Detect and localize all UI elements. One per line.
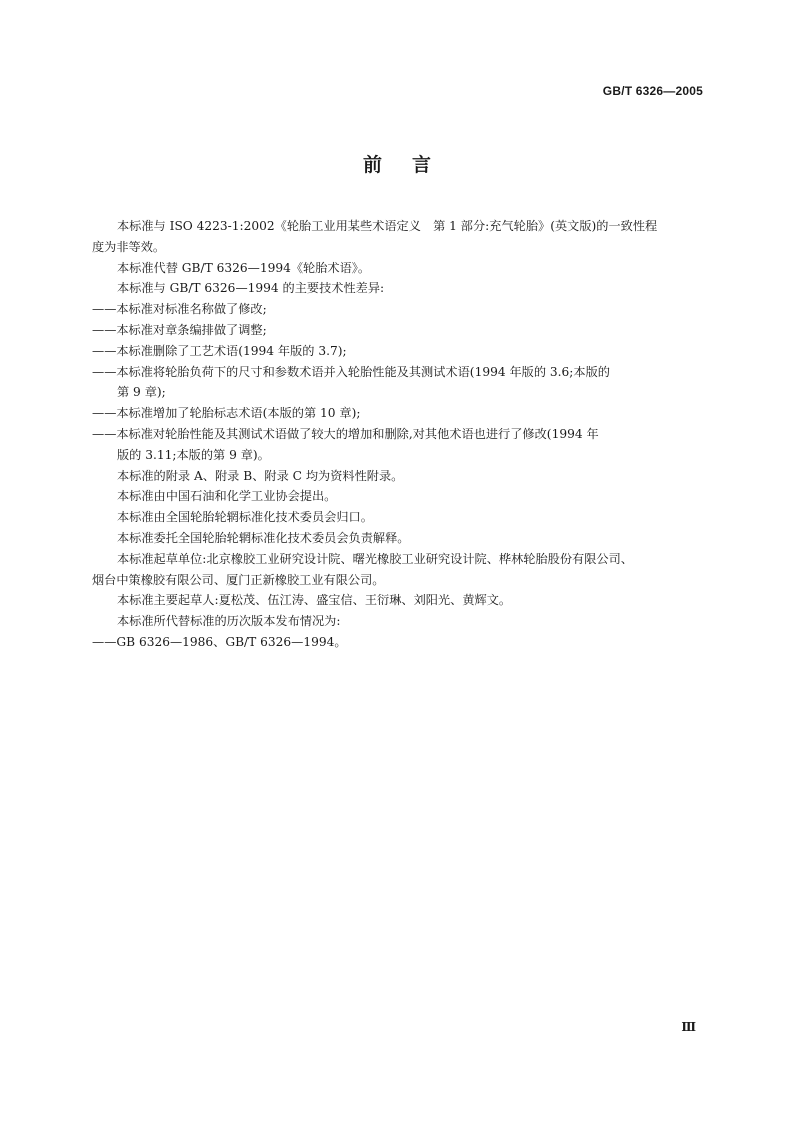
paragraph-line: 本标准起草单位:北京橡胶工业研究设计院、曙光橡胶工业研究设计院、桦林轮胎股份有限公司、 bbox=[117, 551, 633, 566]
paragraph-replaces: 本标准代替 GB/T 6326—1994《轮胎术语》。 bbox=[117, 260, 371, 275]
paragraph-drafters: 本标准主要起草人:夏松茂、伍江涛、盛宝信、王衍琳、刘阳光、黄辉文。 bbox=[117, 593, 512, 608]
difference-item: ——本标准删除了工艺术语(1994 年版的 3.7); bbox=[92, 343, 347, 358]
difference-line: 第 9 章); bbox=[117, 385, 166, 400]
paragraph-proposed-by: 本标准由中国石油和化学工业协会提出。 bbox=[117, 489, 337, 504]
standard-code: GB/T 6326—2005 bbox=[602, 84, 703, 98]
difference-line: 版的 3.11;本版的第 9 章)。 bbox=[117, 447, 270, 462]
page-number: Ⅲ bbox=[681, 1020, 696, 1034]
difference-item: ——本标准增加了轮胎标志术语(本版的第 10 章); bbox=[92, 406, 361, 421]
difference-item bbox=[92, 362, 702, 404]
paragraph-annexes: 本标准的附录 A、附录 B、附录 C 均为资料性附录。 bbox=[117, 468, 404, 483]
paragraph-differences-intro: 本标准与 GB/T 6326—1994 的主要技术性差异: bbox=[117, 281, 385, 296]
history-item: ——GB 6326—1986、GB/T 6326—1994。 bbox=[92, 634, 347, 649]
difference-item bbox=[92, 424, 702, 466]
foreword-body bbox=[92, 216, 702, 653]
difference-item: ——本标准对章条编排做了调整; bbox=[92, 322, 267, 337]
difference-line: ——本标准将轮胎负荷下的尺寸和参数术语并入轮胎性能及其测试术语(1994 年版的 3.6;本版的 bbox=[92, 364, 610, 379]
page-title: 前言 bbox=[362, 154, 461, 176]
paragraph-drafting-units bbox=[92, 549, 702, 591]
paragraph-line: 烟台中策橡胶有限公司、厦门正新橡胶工业有限公司。 bbox=[92, 572, 385, 587]
paragraph-consistency bbox=[92, 216, 702, 258]
paragraph-line: 度为非等效。 bbox=[92, 239, 166, 254]
paragraph-line: 本标准与 ISO 4223-1:2002《轮胎工业用某些术语定义 第 1 部分:充气轮胎》(英文版)的一致性程 bbox=[117, 219, 658, 233]
difference-item: ——本标准对标准名称做了修改; bbox=[92, 302, 267, 317]
paragraph-centralized-by: 本标准由全国轮胎轮辋标准化技术委员会归口。 bbox=[117, 510, 373, 525]
difference-line: ——本标准对轮胎性能及其测试术语做了较大的增加和删除,对其他术语也进行了修改(1994 年 bbox=[92, 426, 599, 441]
paragraph-history-intro: 本标准所代替标准的历次版本发布情况为: bbox=[117, 614, 341, 629]
paragraph-interpretation: 本标准委托全国轮胎轮辋标准化技术委员会负责解释。 bbox=[117, 530, 410, 545]
